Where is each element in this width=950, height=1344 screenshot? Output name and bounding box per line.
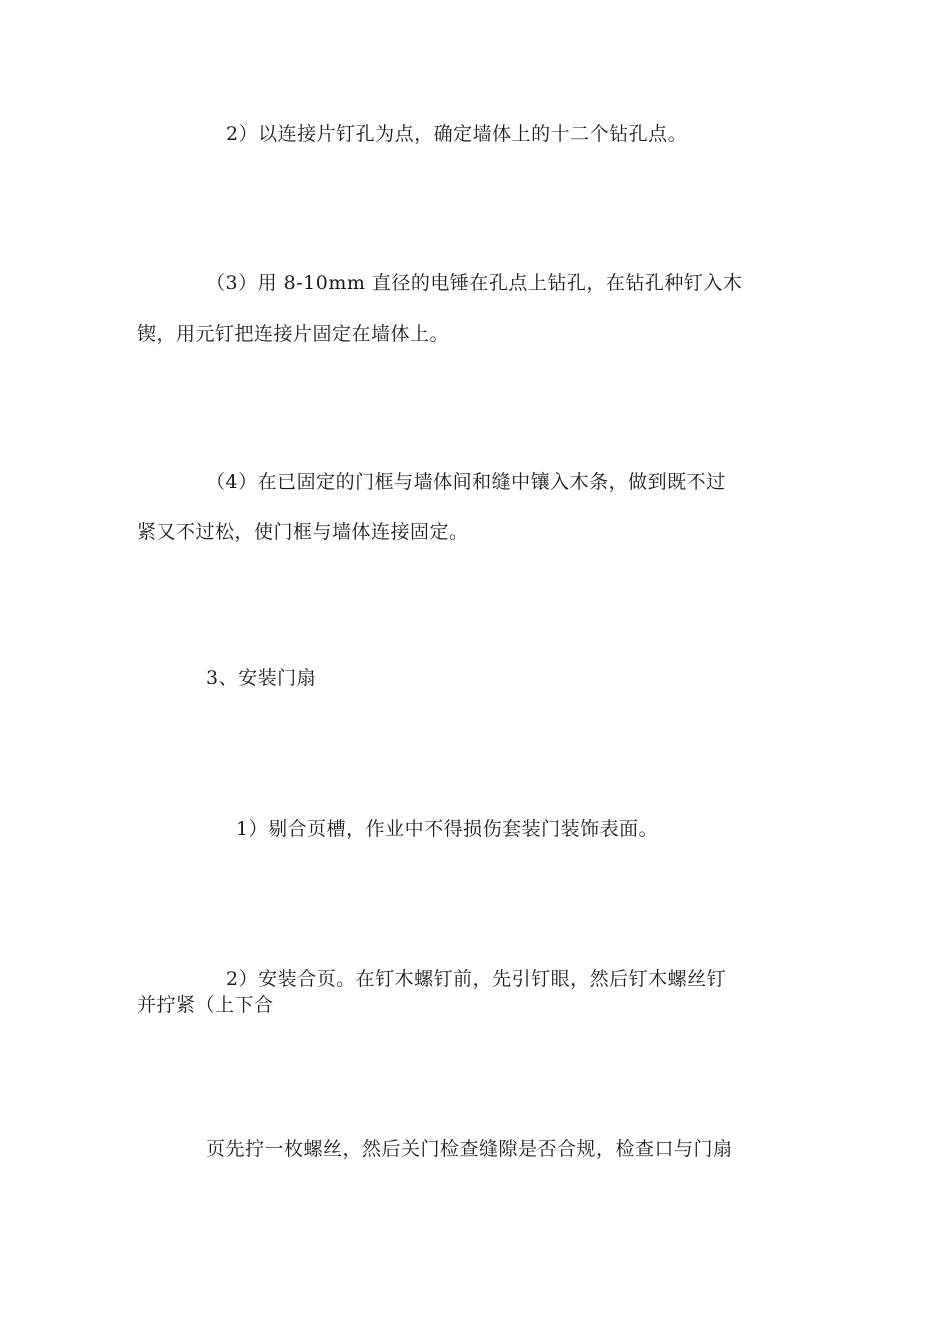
paragraph-line: 紧又不过松，使门框与墙体连接固定。 (137, 521, 469, 543)
paragraph-line: 2）安装合页。在钉木螺钉前，先引钉眼，然后钉木螺丝钉 (226, 968, 727, 990)
paragraph-line: 2）以连接片钉孔为点，确定墙体上的十二个钻孔点。 (226, 123, 688, 145)
paragraph-line: （4）在已固定的门框与墙体间和缝中镶入木条，做到既不过 (206, 471, 726, 493)
paragraph-line: 1）剔合页槽，作业中不得损伤套装门装饰表面。 (236, 818, 659, 840)
paragraph-line: 锲，用元钉把连接片固定在墙体上。 (137, 323, 450, 345)
paragraph-line: 页先拧一枚螺丝，然后关门检查缝隙是否合规，检查口与门扇 (206, 1138, 733, 1160)
section-heading: 3、安装门扇 (206, 667, 317, 689)
paragraph-line: 并拧紧（上下合 (137, 994, 274, 1016)
paragraph-line: （3）用 8-10mm 直径的电锤在孔点上钻孔，在钻孔种钉入木 (206, 272, 743, 294)
